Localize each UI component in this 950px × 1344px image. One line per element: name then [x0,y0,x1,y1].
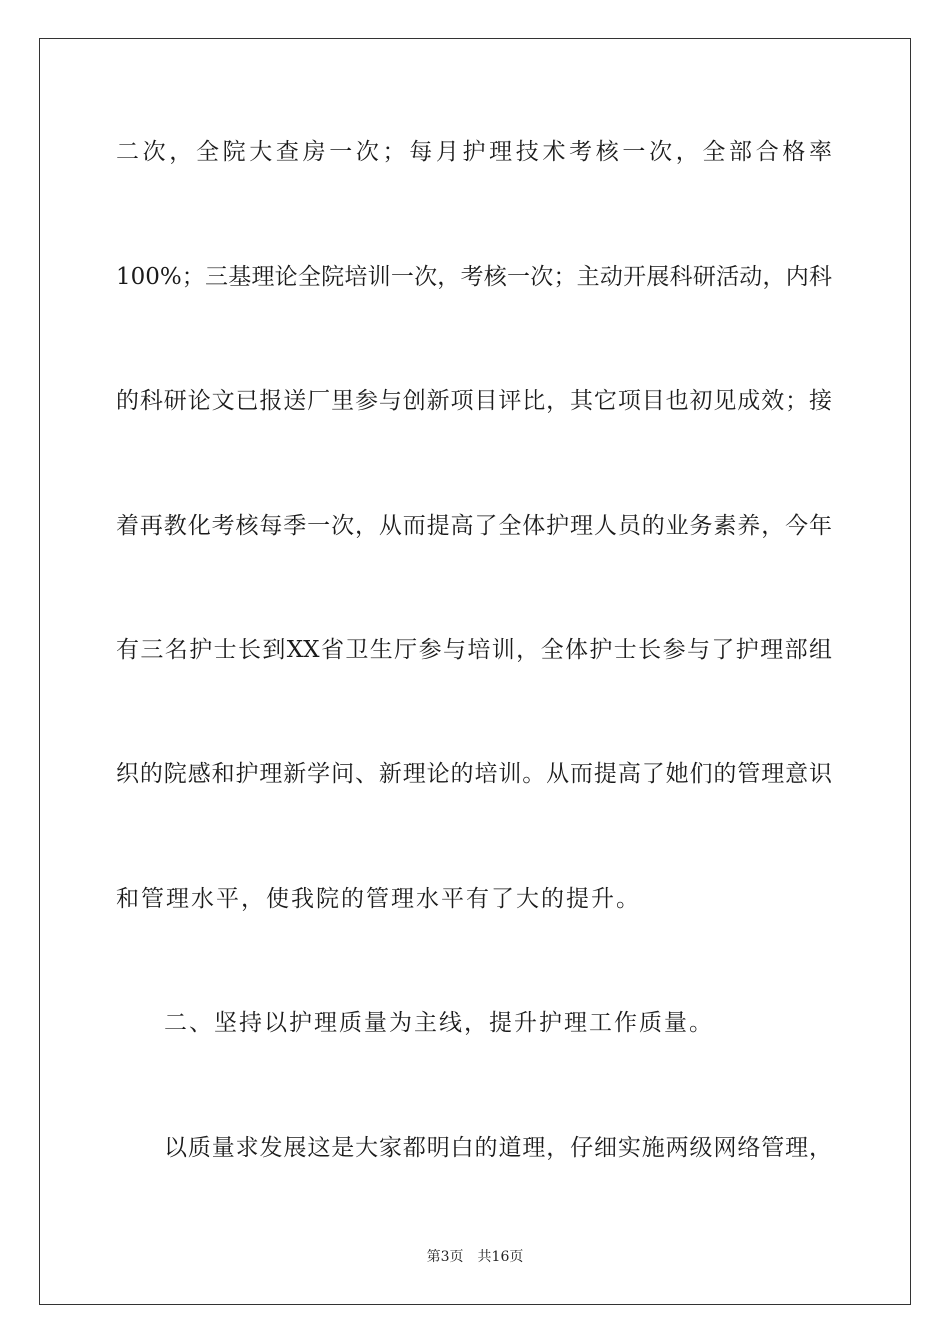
body-line-9: 以质量求发展这是大家都明白的道理，仔细实施两级网络管理， [164,1135,832,1161]
body-line-2: 100%；三基理论全院培训一次，考核一次；主动开展科研活动，内科 [116,264,832,290]
body-line-3: 的科研论文已报送厂里参与创新项目评比，其它项目也初见成效；接 [116,388,832,414]
body-line-1: 二次，全院大查房一次；每月护理技术考核一次，全部合格率 [116,139,832,165]
total-pages: 共16页 [477,1249,524,1265]
section-heading: 二、坚持以护理质量为主线，提升护理工作质量。 [164,1010,714,1036]
body-line-7: 和管理水平，使我院的管理水平有了大的提升。 [116,886,641,912]
body-line-5: 有三名护士长到XX省卫生厅参与培训，全体护士长参与了护理部组 [116,637,832,663]
page-footer [0,1248,950,1266]
page-border [39,38,911,1305]
body-line-4: 着再教化考核每季一次，从而提高了全体护理人员的业务素养，今年 [116,513,832,539]
body-line-6: 织的院感和护理新学问、新理论的培训。从而提高了她们的管理意识 [116,761,832,787]
page-number: 第3页 [426,1249,464,1265]
